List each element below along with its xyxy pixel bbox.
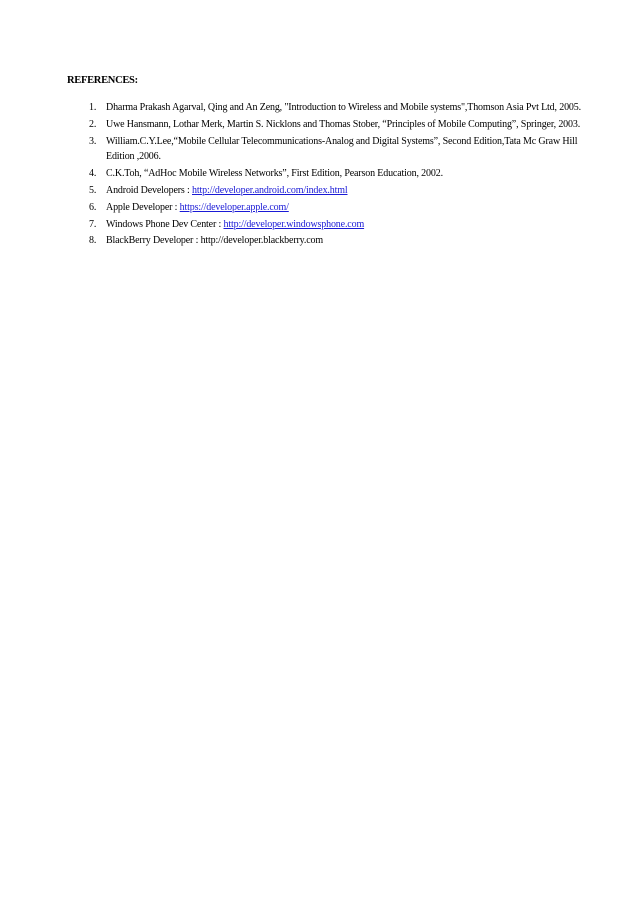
reference-number: 1.: [89, 102, 97, 113]
reference-item-8: [89, 233, 584, 248]
references-list: [89, 100, 584, 250]
reference-number: 4.: [89, 167, 97, 179]
reference-number: 6.: [89, 201, 97, 213]
reference-item-6: [89, 200, 584, 215]
reference-number: 7.: [89, 218, 97, 230]
reference-number: 2.: [89, 118, 97, 130]
reference-text: William.C.Y.Lee,“Mobile Cellular Telecommunications-Analog and Digital Systems”, Second Edition,Tata Mc Graw Hill Edition ,2006.: [106, 135, 578, 162]
reference-item-7: [89, 217, 584, 232]
reference-item-5: [89, 183, 584, 198]
android-developers-link[interactable]: http://developer.android.com/index.html: [192, 184, 348, 196]
reference-number: 5.: [89, 184, 97, 196]
reference-text: C.K.Toh, “AdHoc Mobile Wireless Networks”, First Edition, Pearson Education, 2002.: [106, 167, 443, 179]
reference-text: Uwe Hansmann, Lothar Merk, Martin S. Nicklons and Thomas Stober, “Principles of Mobile Computing”, Springer, 2003.: [106, 118, 581, 130]
reference-number: 8.: [89, 235, 97, 247]
reference-text: Android Developers :: [106, 184, 192, 196]
reference-item-4: [89, 166, 584, 181]
windows-phone-dev-center-link[interactable]: http://developer.windowsphone.com: [223, 218, 365, 230]
apple-developer-link[interactable]: https://developer.apple.com/: [179, 201, 289, 213]
reference-text: Apple Developer :: [106, 201, 180, 213]
reference-text: Windows Phone Dev Center :: [106, 218, 224, 230]
reference-item-3: [89, 134, 584, 164]
reference-text: BlackBerry Developer : http://developer.blackberry.com: [106, 235, 324, 247]
reference-number: 3.: [89, 135, 97, 147]
reference-item-1: [89, 100, 584, 115]
reference-text: Dharma Prakash Agarval, Qing and An Zeng, "Introduction to Wireless and Mobile systems",Thomson Asia Pvt Ltd, 2005.: [106, 102, 581, 113]
reference-item-2: [89, 117, 584, 132]
references-heading: REFERENCES:: [67, 75, 138, 86]
